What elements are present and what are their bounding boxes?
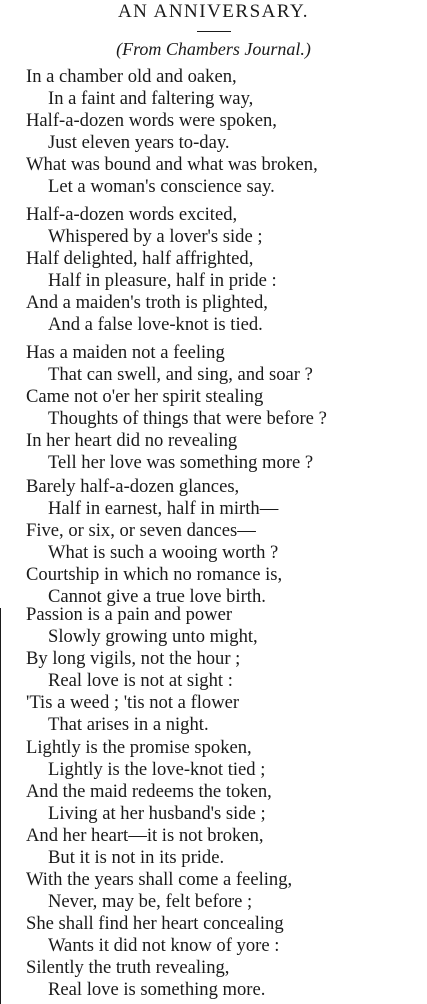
poem-line: What was bound and what was broken, — [26, 154, 318, 176]
poem-title: AN ANNIVERSARY. — [117, 1, 310, 22]
poem-line: Living at her husband's side ; — [48, 803, 266, 825]
poem-line: Passion is a pain and power — [26, 604, 233, 625]
poem-line: Came not o'er her spirit stealing — [26, 386, 264, 408]
poem-line: But it is not in its pride. — [48, 847, 225, 869]
poem-line: Cannot give a true love birth. — [48, 586, 266, 608]
poem-line: Lightly is the promise spoken, — [26, 737, 252, 758]
poem-line: Real love is not at sight : — [48, 670, 233, 692]
poem-line: Has a maiden not a feeling — [26, 342, 225, 363]
left-margin-rule — [0, 608, 1, 1004]
poem-line: By long vigils, not the hour ; — [26, 648, 241, 670]
poem-line: In a chamber old and oaken, — [26, 66, 237, 87]
poem-line: Let a woman's conscience say. — [48, 176, 275, 198]
poem-line: What is such a wooing worth ? — [48, 542, 279, 564]
poem-line: Thoughts of things that were before ? — [48, 408, 327, 430]
stanza-5 — [26, 604, 426, 737]
poem-line: And a false love-knot is tied. — [48, 314, 263, 336]
poem-line: And a maiden's troth is plighted, — [26, 292, 268, 314]
poem-line: Barely half-a-dozen glances, — [26, 476, 240, 497]
poem-line: That arises in a night. — [48, 714, 209, 736]
poem-line: Half in earnest, half in mirth— — [48, 498, 279, 520]
poem-line: Wants it did not know of yore : — [48, 935, 280, 957]
poem-line: Real love is something more. — [48, 979, 266, 1001]
stanza-4 — [26, 476, 426, 609]
poem-line: Courtship in which no romance is, — [26, 564, 283, 586]
poem-line: Lightly is the love-knot tied ; — [48, 759, 266, 781]
poem-line: Silently the truth revealing, — [26, 957, 230, 979]
poem-line: And the maid redeems the token, — [26, 781, 272, 803]
poem-line: Whispered by a lover's side ; — [48, 226, 263, 248]
poem-line: Just eleven years to-day. — [48, 132, 230, 154]
stanza-1 — [26, 66, 426, 199]
poem-line: With the years shall come a feeling, — [26, 869, 293, 890]
poem-line: 'Tis a weed ; 'tis not a flower — [26, 692, 240, 714]
poem-line: That can swell, and sing, and soar ? — [48, 364, 313, 386]
poem-line: Never, may be, felt before ; — [48, 891, 253, 913]
poem-line: In a faint and faltering way, — [48, 88, 254, 110]
title-divider — [197, 31, 231, 32]
stanza-3 — [26, 342, 426, 475]
stanza-6 — [26, 737, 426, 870]
poem-line: In her heart did no revealing — [26, 430, 238, 452]
poem-line: Half in pleasure, half in pride : — [48, 270, 277, 292]
poem-line: And her heart—it is not broken, — [26, 825, 264, 847]
poem-line: Tell her love was something more ? — [48, 452, 314, 474]
poem-line: Half delighted, half affrighted, — [26, 248, 254, 270]
poem-line: Half-a-dozen words excited, — [26, 204, 238, 225]
poem-line: Half-a-dozen words were spoken, — [26, 110, 277, 132]
poem-line: Slowly growing unto might, — [48, 626, 258, 648]
poem-line: She shall find her heart concealing — [26, 913, 284, 935]
stanza-2 — [26, 204, 426, 337]
poem-source: (From Chambers Journal.) — [116, 39, 311, 59]
stanza-7 — [26, 869, 426, 1002]
poem-line: Five, or six, or seven dances— — [26, 520, 256, 542]
